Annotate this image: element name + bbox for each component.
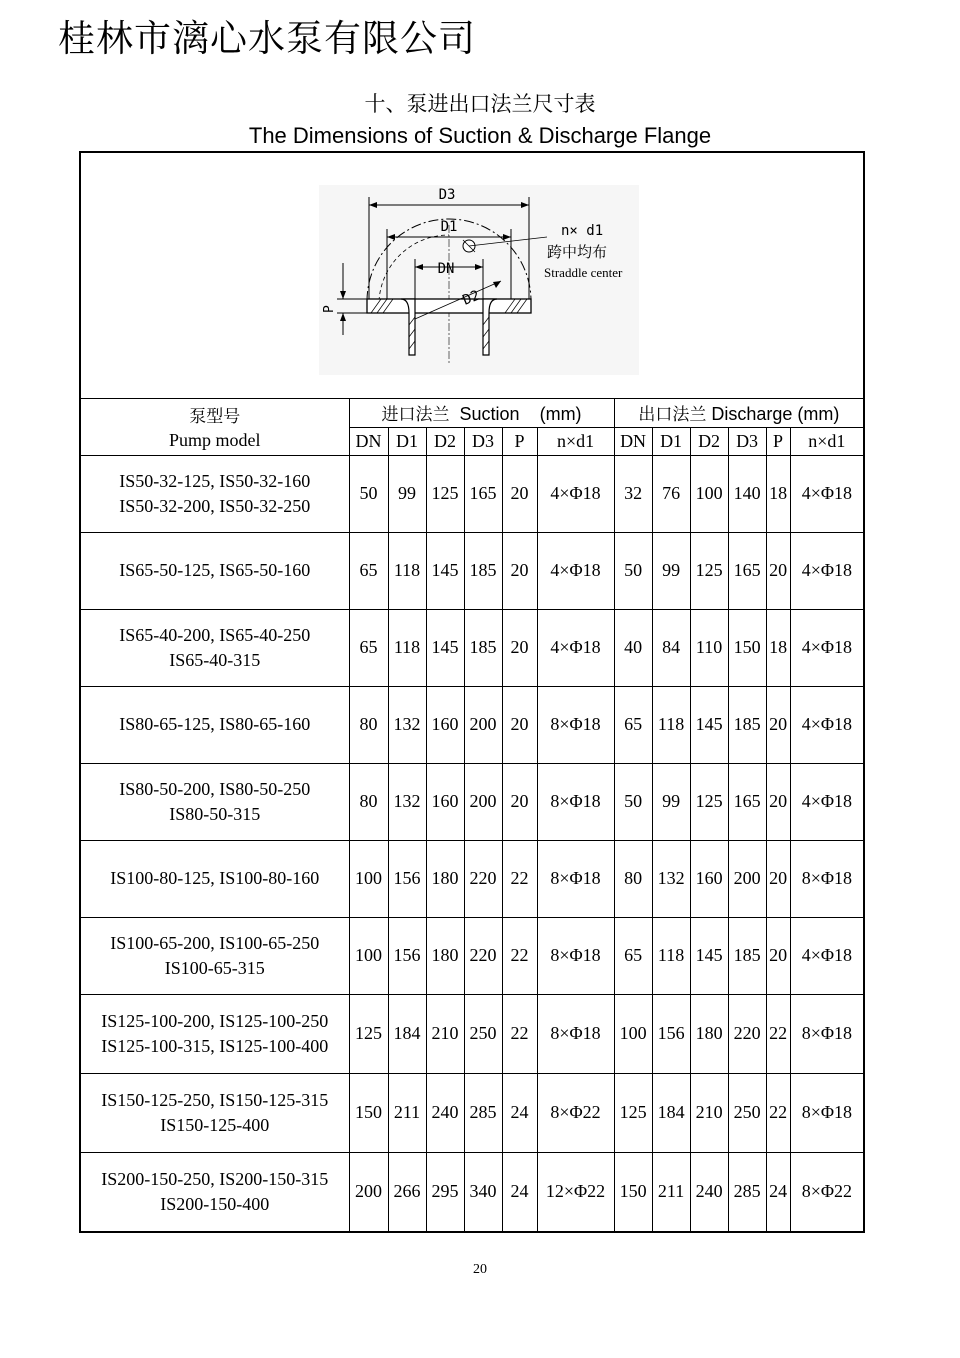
dimension-cell: 165	[464, 455, 502, 532]
subheader-cell: D3	[464, 427, 502, 455]
dimension-cell: 165	[728, 532, 766, 609]
table-row	[81, 840, 863, 917]
pump-model-cell	[81, 1073, 349, 1152]
dimension-cell: 50	[614, 763, 652, 840]
flange-table-frame	[79, 151, 865, 1233]
table-row	[81, 994, 863, 1073]
subheader-cell: D2	[690, 427, 728, 455]
dimension-cell: 285	[728, 1152, 766, 1231]
dimension-cell: 22	[502, 994, 537, 1073]
dimension-cell: 100	[349, 917, 388, 994]
table-row	[81, 609, 863, 686]
dimension-cell: 250	[728, 1073, 766, 1152]
dimension-cell: 50	[349, 455, 388, 532]
dimension-cell: 20	[502, 686, 537, 763]
subheader-cell: P	[502, 427, 537, 455]
dimension-cell: 20	[502, 609, 537, 686]
pump-model-line: IS80-65-125, IS80-65-160	[119, 714, 311, 734]
dimension-cell: 8×Φ18	[537, 917, 614, 994]
dimension-cell: 150	[349, 1073, 388, 1152]
subheader-cell: D1	[388, 427, 426, 455]
suction-header-en: Suction	[459, 404, 520, 425]
dimension-cell: 76	[652, 455, 690, 532]
dimension-cell: 8×Φ18	[790, 840, 863, 917]
dimension-cell: 125	[614, 1073, 652, 1152]
dimension-cell: 118	[388, 609, 426, 686]
dimension-cell: 180	[426, 840, 464, 917]
header-row-1	[81, 399, 863, 427]
table-row	[81, 455, 863, 532]
pump-model-line: IS50-32-200, IS50-32-250	[119, 495, 311, 516]
pump-model-cell	[81, 609, 349, 686]
pump-model-line: IS65-40-200, IS65-40-250	[119, 624, 311, 645]
label-d3: D3	[438, 187, 456, 203]
dimension-cell: 156	[388, 917, 426, 994]
discharge-header	[614, 399, 863, 427]
dimension-cell: 220	[464, 840, 502, 917]
pump-model-cell	[81, 1152, 349, 1231]
dimension-cell: 20	[502, 763, 537, 840]
page-title-en: The Dimensions of Suction & Discharge Flange	[248, 123, 712, 148]
dimension-cell: 8×Φ18	[790, 994, 863, 1073]
label-nd1: n× d1	[561, 223, 604, 239]
dimension-cell: 145	[426, 532, 464, 609]
suction-header	[349, 399, 614, 427]
dimension-cell: 180	[690, 994, 728, 1073]
dimension-cell: 125	[690, 763, 728, 840]
dimension-cell: 185	[464, 609, 502, 686]
dimension-cell: 150	[614, 1152, 652, 1231]
model-header-cn: 泵型号	[189, 407, 241, 428]
pump-model-line: IS100-80-125, IS100-80-160	[110, 868, 320, 888]
dimension-cell: 150	[728, 609, 766, 686]
dimension-cell: 125	[349, 994, 388, 1073]
label-p: P	[322, 305, 337, 313]
page-number: 20	[473, 1262, 487, 1277]
model-header-en: Pump model	[168, 430, 261, 451]
dimension-cell: 20	[766, 686, 790, 763]
subheader-cell: DN	[614, 427, 652, 455]
table-body	[81, 399, 863, 1231]
dimension-cell: 145	[690, 686, 728, 763]
dimension-cell: 12×Φ22	[537, 1152, 614, 1231]
dimension-cell: 4×Φ18	[537, 609, 614, 686]
pump-model-line: IS80-50-200, IS80-50-250	[119, 778, 311, 799]
dimension-cell: 200	[464, 763, 502, 840]
pump-model-line: IS150-125-250, IS150-125-315	[101, 1089, 329, 1110]
dimension-cell: 99	[388, 455, 426, 532]
pump-model-line: IS50-32-125, IS50-32-160	[119, 470, 311, 491]
dimension-cell: 100	[349, 840, 388, 917]
pump-model-line: IS100-65-200, IS100-65-250	[110, 932, 320, 953]
subheader-cell: DN	[349, 427, 388, 455]
dimension-cell: 50	[614, 532, 652, 609]
dimension-cell: 160	[426, 763, 464, 840]
diagram-background	[319, 185, 639, 375]
pump-model-line: IS100-65-315	[164, 957, 265, 978]
dimension-cell: 8×Φ18	[537, 686, 614, 763]
dimension-cell: 184	[652, 1073, 690, 1152]
dimension-cell: 8×Φ18	[790, 1073, 863, 1152]
pump-model-line: IS200-150-250, IS200-150-315	[101, 1168, 329, 1189]
dimension-cell: 65	[614, 917, 652, 994]
dimension-cell: 285	[464, 1073, 502, 1152]
dimension-cell: 20	[502, 532, 537, 609]
flange-dimension-table	[81, 399, 863, 1231]
pump-model-line: IS65-40-315	[169, 649, 261, 670]
label-d2: D2	[460, 287, 483, 309]
dimension-cell: 24	[766, 1152, 790, 1231]
dimension-cell: 160	[690, 840, 728, 917]
dimension-cell: 210	[690, 1073, 728, 1152]
dimension-cell: 110	[690, 609, 728, 686]
dimension-cell: 210	[426, 994, 464, 1073]
pump-model-line: IS125-100-315, IS125-100-400	[101, 1035, 329, 1056]
pump-model-line: IS150-125-400	[160, 1114, 270, 1135]
dimension-cell: 145	[690, 917, 728, 994]
dimension-cell: 24	[502, 1152, 537, 1231]
table-row	[81, 532, 863, 609]
model-header-cell	[81, 399, 349, 455]
dimension-cell: 18	[766, 609, 790, 686]
dimension-cell: 145	[426, 609, 464, 686]
dimension-cell: 118	[388, 532, 426, 609]
pump-model-line: IS200-150-400	[160, 1193, 270, 1214]
dimension-cell: 132	[388, 763, 426, 840]
flange-diagram	[319, 185, 639, 375]
dimension-cell: 250	[464, 994, 502, 1073]
company-name: 桂林市漓心水泵有限公司	[58, 17, 476, 60]
pump-model-cell	[81, 840, 349, 917]
dimension-cell: 220	[728, 994, 766, 1073]
pump-model-cell	[81, 455, 349, 532]
dimension-cell: 22	[766, 1073, 790, 1152]
pump-model-line: IS65-50-125, IS65-50-160	[119, 560, 311, 580]
dimension-cell: 20	[766, 763, 790, 840]
dimension-cell: 100	[690, 455, 728, 532]
dimension-cell: 22	[502, 840, 537, 917]
pump-model-cell	[81, 994, 349, 1073]
pump-model-cell	[81, 917, 349, 994]
discharge-header-en: Discharge (mm)	[711, 404, 840, 425]
dimension-cell: 340	[464, 1152, 502, 1231]
pump-model-cell	[81, 763, 349, 840]
dimension-cell: 211	[652, 1152, 690, 1231]
dimension-cell: 200	[728, 840, 766, 917]
label-d1: D1	[440, 219, 458, 235]
dimension-cell: 266	[388, 1152, 426, 1231]
subheader-cell: P	[766, 427, 790, 455]
subheader-cell: n×d1	[790, 427, 863, 455]
suction-header-unit: (mm)	[539, 404, 582, 425]
dimension-cell: 8×Φ22	[790, 1152, 863, 1231]
dimension-cell: 84	[652, 609, 690, 686]
flange-diagram-box	[81, 153, 863, 399]
table-row	[81, 686, 863, 763]
dimension-cell: 32	[614, 455, 652, 532]
dimension-cell: 200	[464, 686, 502, 763]
dimension-cell: 180	[426, 917, 464, 994]
page-title-cn: 十、泵进出口法兰尺寸表	[364, 92, 596, 116]
dimension-cell: 22	[766, 994, 790, 1073]
dimension-cell: 125	[426, 455, 464, 532]
pump-model-line: IS80-50-315	[169, 803, 261, 824]
dimension-cell: 8×Φ18	[537, 840, 614, 917]
table-row	[81, 763, 863, 840]
dimension-cell: 20	[502, 455, 537, 532]
dimension-cell: 20	[766, 917, 790, 994]
dimension-cell: 184	[388, 994, 426, 1073]
dimension-cell: 4×Φ18	[537, 532, 614, 609]
subheader-cell: D1	[652, 427, 690, 455]
label-straddle-en: Straddle center	[544, 265, 623, 280]
discharge-header-cn: 出口法兰	[638, 405, 707, 426]
subheader-cell: D3	[728, 427, 766, 455]
dimension-cell: 165	[728, 763, 766, 840]
table-row	[81, 1152, 863, 1231]
dimension-cell: 40	[614, 609, 652, 686]
dimension-cell: 100	[614, 994, 652, 1073]
dimension-cell: 80	[349, 686, 388, 763]
dimension-cell: 4×Φ18	[790, 686, 863, 763]
dimension-cell: 20	[766, 532, 790, 609]
label-straddle-cn: 跨中均布	[547, 243, 608, 261]
dimension-cell: 295	[426, 1152, 464, 1231]
pump-model-cell	[81, 532, 349, 609]
dimension-cell: 160	[426, 686, 464, 763]
dimension-cell: 220	[464, 917, 502, 994]
dimension-cell: 4×Φ18	[790, 917, 863, 994]
dimension-cell: 99	[652, 763, 690, 840]
dimension-cell: 65	[614, 686, 652, 763]
dimension-cell: 18	[766, 455, 790, 532]
dimension-cell: 65	[349, 532, 388, 609]
dimension-cell: 65	[349, 609, 388, 686]
dimension-cell: 20	[766, 840, 790, 917]
dimension-cell: 8×Φ18	[537, 763, 614, 840]
table-row	[81, 1073, 863, 1152]
dimension-cell: 24	[502, 1073, 537, 1152]
subheader-cell: D2	[426, 427, 464, 455]
dimension-cell: 4×Φ18	[790, 532, 863, 609]
dimension-cell: 132	[652, 840, 690, 917]
dimension-cell: 4×Φ18	[537, 455, 614, 532]
dimension-cell: 80	[349, 763, 388, 840]
dimension-cell: 132	[388, 686, 426, 763]
dimension-cell: 4×Φ18	[790, 455, 863, 532]
dimension-cell: 200	[349, 1152, 388, 1231]
dimension-cell: 22	[502, 917, 537, 994]
dimension-cell: 118	[652, 917, 690, 994]
dimension-cell: 240	[690, 1152, 728, 1231]
dimension-cell: 185	[728, 686, 766, 763]
pump-model-line: IS125-100-200, IS125-100-250	[101, 1010, 329, 1031]
dimension-cell: 185	[728, 917, 766, 994]
dimension-cell: 240	[426, 1073, 464, 1152]
suction-header-cn: 进口法兰	[381, 405, 450, 426]
dimension-cell: 125	[690, 532, 728, 609]
dimension-cell: 8×Φ18	[537, 994, 614, 1073]
dimension-cell: 99	[652, 532, 690, 609]
subheader-cell: n×d1	[537, 427, 614, 455]
table-row	[81, 917, 863, 994]
dimension-cell: 8×Φ22	[537, 1073, 614, 1152]
dimension-cell: 185	[464, 532, 502, 609]
dimension-cell: 211	[388, 1073, 426, 1152]
label-dn: DN	[437, 261, 455, 277]
dimension-cell: 156	[388, 840, 426, 917]
dimension-cell: 140	[728, 455, 766, 532]
dimension-cell: 118	[652, 686, 690, 763]
dimension-cell: 4×Φ18	[790, 763, 863, 840]
dimension-cell: 156	[652, 994, 690, 1073]
dimension-cell: 4×Φ18	[790, 609, 863, 686]
pump-model-cell	[81, 686, 349, 763]
dimension-cell: 80	[614, 840, 652, 917]
